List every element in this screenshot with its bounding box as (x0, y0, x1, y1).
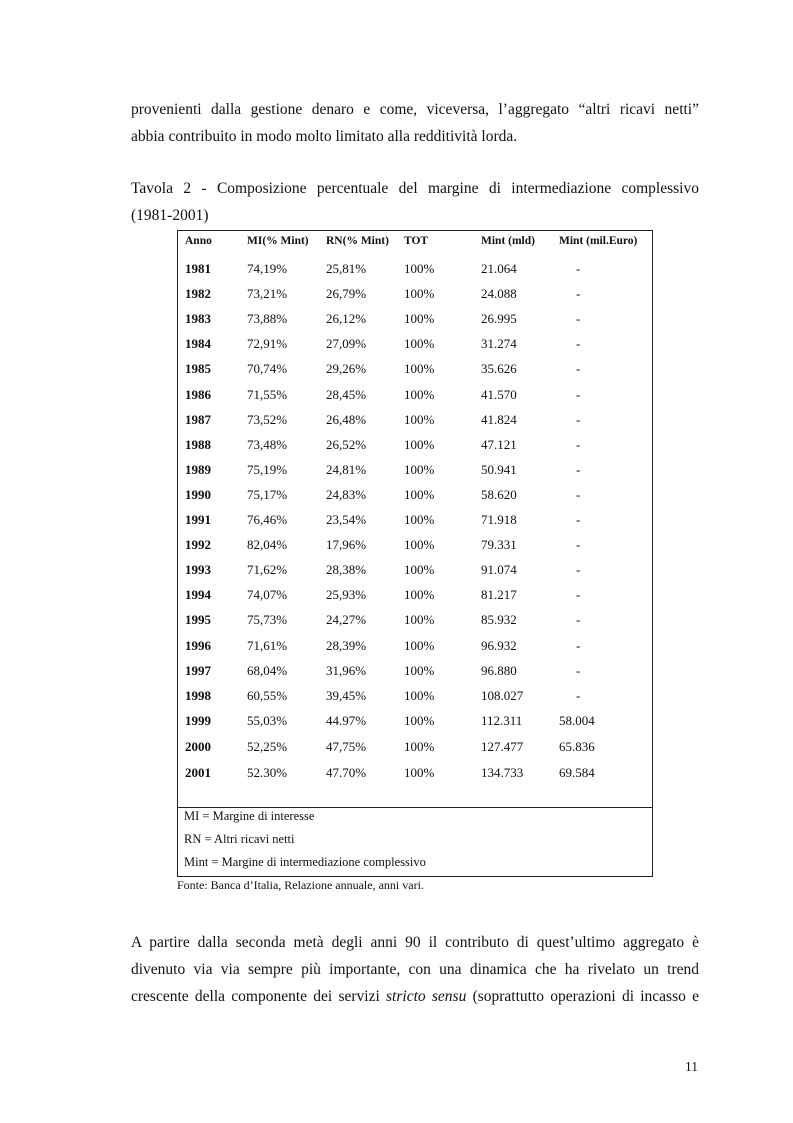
cell-tot: 100% (404, 486, 435, 502)
table-row (178, 361, 652, 381)
cell-tot: 100% (404, 637, 435, 653)
cell-mi: 73,48% (247, 436, 288, 452)
text-line: A partire dalla seconda metà degli anni 90 il contributo di quest’ultimo aggregato è (131, 934, 699, 951)
cell-mi: 73,52% (247, 411, 288, 427)
table-row (178, 412, 652, 432)
cell-year: 1988 (185, 436, 211, 452)
cell-mi: 74,19% (247, 261, 288, 276)
cell-mint-euro: - (576, 461, 581, 477)
table-row (178, 765, 652, 785)
cell-mint-mld: 41.570 (481, 386, 517, 402)
cell-rn: 24,27% (326, 612, 367, 628)
cell-mint-mld: 41.824 (481, 411, 517, 427)
cell-year: 1993 (185, 562, 211, 578)
cell-mi: 70,74% (247, 361, 288, 377)
cell-year: 1999 (185, 713, 211, 729)
column-header-rn: RN(% Mint) (326, 235, 389, 247)
cell-rn: 24,83% (326, 486, 367, 502)
cell-mint-euro: - (576, 537, 581, 553)
cell-mi: 52.30% (247, 764, 288, 780)
cell-year: 1983 (185, 311, 211, 327)
table-row (178, 612, 652, 632)
cell-mi: 76,46% (247, 512, 288, 527)
cell-mint-mld: 112.311 (481, 713, 523, 729)
table-row (178, 487, 652, 507)
table-note: Mint = Margine di intermediazione complessivo (184, 855, 426, 869)
cell-rn: 28,45% (326, 386, 367, 402)
cell-rn: 23,54% (326, 512, 367, 527)
cell-mint-euro: - (576, 486, 581, 502)
cell-mint-euro: - (576, 587, 581, 603)
cell-rn: 26,52% (326, 436, 367, 452)
table-row (178, 638, 652, 658)
cell-mint-mld: 81.217 (481, 587, 517, 603)
column-header-mint-euro: Mint (mil.Euro) (559, 235, 638, 247)
cell-mi: 74,07% (247, 587, 288, 603)
column-header-tot: TOT (404, 235, 429, 247)
cell-tot: 100% (404, 286, 435, 302)
cell-year: 1991 (185, 512, 211, 527)
cell-tot: 100% (404, 713, 435, 729)
cell-rn: 31,96% (326, 662, 367, 678)
cell-mint-mld: 58.620 (481, 486, 517, 502)
cell-year: 2001 (185, 764, 211, 780)
text-line: divenuto via via sempre più importante, con una dinamica che ha rivelato un trend (131, 961, 699, 978)
cell-mint-euro: 58.004 (559, 713, 595, 729)
cell-tot: 100% (404, 537, 435, 553)
table-note: RN = Altri ricavi netti (184, 832, 295, 846)
cell-rn: 25,81% (326, 261, 367, 276)
cell-mint-mld: 85.932 (481, 612, 517, 628)
table-row (178, 286, 652, 306)
cell-year: 2000 (185, 739, 211, 755)
cell-year: 1998 (185, 687, 211, 703)
cell-rn: 28,38% (326, 562, 367, 578)
cell-mint-euro: - (576, 361, 581, 377)
cell-mint-euro: - (576, 562, 581, 578)
cell-mint-mld: 79.331 (481, 537, 517, 553)
cell-rn: 29,26% (326, 361, 367, 377)
cell-tot: 100% (404, 512, 435, 527)
table-caption (131, 175, 699, 229)
cell-year: 1996 (185, 637, 211, 653)
cell-tot: 100% (404, 261, 435, 276)
cell-tot: 100% (404, 562, 435, 578)
cell-mint-euro: - (576, 436, 581, 452)
table-row (178, 512, 652, 532)
column-header-mi: MI(% Mint) (247, 235, 309, 247)
cell-year: 1985 (185, 361, 211, 377)
cell-mi: 71,61% (247, 637, 288, 653)
cell-mint-mld: 108.027 (481, 687, 524, 703)
cell-mint-euro: - (576, 286, 581, 302)
cell-mint-mld: 91.074 (481, 562, 517, 578)
cell-mint-mld: 31.274 (481, 336, 517, 352)
cell-tot: 100% (404, 687, 435, 703)
cell-tot: 100% (404, 436, 435, 452)
column-header-year: Anno (185, 235, 212, 247)
cell-mi: 71,62% (247, 562, 288, 578)
text-segment: crescente della componente dei servizi (131, 988, 387, 1005)
cell-mint-euro: 65.836 (559, 739, 595, 755)
cell-mint-mld: 134.733 (481, 764, 524, 780)
cell-year: 1984 (185, 336, 211, 352)
cell-tot: 100% (404, 739, 435, 755)
cell-rn: 47.70% (326, 764, 367, 780)
cell-mi: 75,17% (247, 486, 288, 502)
intro-paragraph (131, 96, 699, 150)
cell-tot: 100% (404, 587, 435, 603)
caption-line: (1981-2001) (131, 207, 209, 224)
cell-tot: 100% (404, 361, 435, 377)
cell-rn: 26,12% (326, 311, 367, 327)
cell-mi: 60,55% (247, 687, 288, 703)
table-row (178, 663, 652, 683)
text-line (131, 983, 699, 1010)
table-row (178, 437, 652, 457)
cell-rn: 47,75% (326, 739, 367, 755)
cell-rn: 26,79% (326, 286, 367, 302)
cell-mint-mld: 47.121 (481, 436, 517, 452)
cell-tot: 100% (404, 764, 435, 780)
cell-tot: 100% (404, 311, 435, 327)
cell-year: 1981 (185, 261, 211, 276)
table-row (178, 562, 652, 582)
text-line: abbia contribuito in modo molto limitato alla redditività lorda. (131, 128, 518, 145)
cell-mint-euro: 69.584 (559, 764, 595, 780)
text-line: provenienti dalla gestione denaro e come, viceversa, l’aggregato “altri ricavi netti” (131, 101, 699, 118)
data-table (177, 230, 653, 877)
caption-line: Tavola 2 - Composizione percentuale del margine di intermediazione complessivo (131, 180, 699, 197)
cell-year: 1989 (185, 461, 211, 477)
cell-rn: 24,81% (326, 461, 367, 477)
table-row (178, 739, 652, 759)
table-source: Fonte: Banca d’Italia, Relazione annuale, anni vari. (177, 878, 424, 892)
table-row (178, 587, 652, 607)
cell-year: 1987 (185, 411, 211, 427)
cell-rn: 28,39% (326, 637, 367, 653)
cell-mint-mld: 35.626 (481, 361, 517, 377)
cell-mint-mld: 96.932 (481, 637, 517, 653)
cell-rn: 26,48% (326, 411, 367, 427)
cell-mi: 75,19% (247, 461, 288, 477)
cell-mint-euro: - (576, 612, 581, 628)
cell-rn: 44.97% (326, 713, 367, 729)
cell-year: 1982 (185, 286, 211, 302)
cell-rn: 39,45% (326, 687, 367, 703)
table-note: MI = Margine di interesse (184, 809, 315, 823)
cell-tot: 100% (404, 386, 435, 402)
cell-mint-mld: 96.880 (481, 662, 517, 678)
cell-mint-euro: - (576, 637, 581, 653)
table-row (178, 261, 652, 281)
column-header-mint-mld: Mint (mld) (481, 235, 535, 247)
cell-mint-mld: 71.918 (481, 512, 517, 527)
table-row (178, 336, 652, 356)
cell-tot: 100% (404, 411, 435, 427)
cell-mi: 72,91% (247, 336, 288, 352)
cell-mint-euro: - (576, 512, 581, 527)
body-paragraph (131, 929, 699, 1010)
table-row (178, 713, 652, 733)
cell-tot: 100% (404, 336, 435, 352)
cell-mi: 75,73% (247, 612, 288, 628)
cell-mint-euro: - (576, 662, 581, 678)
cell-rn: 27,09% (326, 336, 367, 352)
page-number: 11 (685, 1059, 698, 1074)
text-segment: (soprattutto operazioni di incasso e (466, 988, 699, 1005)
cell-mint-mld: 24.088 (481, 286, 517, 302)
table-row (178, 387, 652, 407)
cell-year: 1992 (185, 537, 211, 553)
cell-mint-euro: - (576, 311, 581, 327)
cell-mi: 52,25% (247, 739, 288, 755)
cell-year: 1995 (185, 612, 211, 628)
cell-mint-euro: - (576, 336, 581, 352)
cell-rn: 17,96% (326, 537, 367, 553)
cell-year: 1990 (185, 486, 211, 502)
cell-year: 1986 (185, 386, 211, 402)
cell-tot: 100% (404, 461, 435, 477)
table-row (178, 537, 652, 557)
cell-tot: 100% (404, 612, 435, 628)
table-row (178, 462, 652, 482)
cell-mint-euro: - (576, 261, 581, 276)
cell-year: 1997 (185, 662, 211, 678)
cell-mint-mld: 26.995 (481, 311, 517, 327)
cell-mi: 55,03% (247, 713, 288, 729)
table-row (178, 688, 652, 708)
cell-mi: 73,88% (247, 311, 288, 327)
cell-mi: 68,04% (247, 662, 288, 678)
cell-year: 1994 (185, 587, 211, 603)
cell-mi: 82,04% (247, 537, 288, 553)
cell-mint-euro: - (576, 411, 581, 427)
italic-term: stricto sensu (386, 988, 467, 1005)
cell-tot: 100% (404, 662, 435, 678)
cell-mi: 73,21% (247, 286, 288, 302)
cell-rn: 25,93% (326, 587, 367, 603)
table-row (178, 311, 652, 331)
cell-mint-mld: 50.941 (481, 461, 517, 477)
table-divider (178, 807, 652, 808)
cell-mint-mld: 127.477 (481, 739, 524, 755)
cell-mint-mld: 21.064 (481, 261, 517, 276)
cell-mint-euro: - (576, 687, 581, 703)
cell-mint-euro: - (576, 386, 581, 402)
cell-mi: 71,55% (247, 386, 288, 402)
